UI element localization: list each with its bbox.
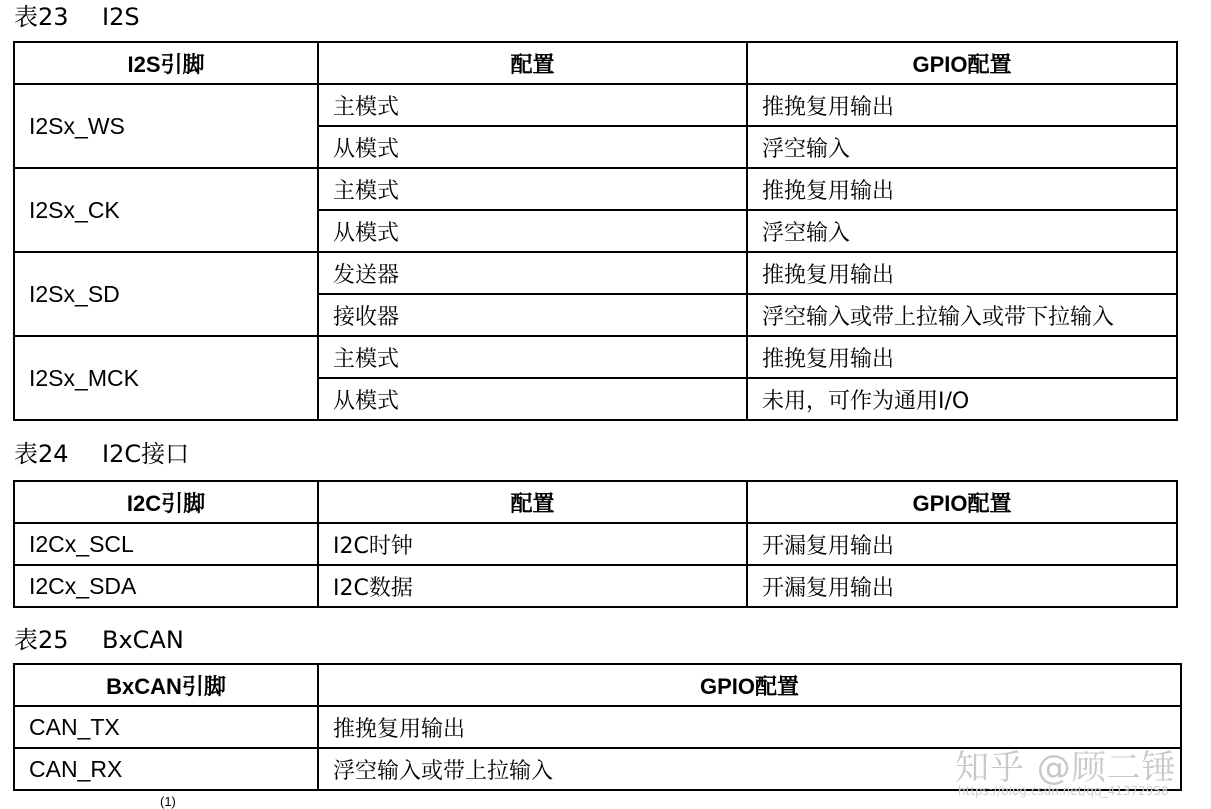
- gpio-cell: 开漏复用输出: [747, 523, 1177, 565]
- pin-cell: I2Cx_SCL: [14, 523, 318, 565]
- table-row: [14, 336, 1177, 378]
- table25-caption: [14, 625, 184, 655]
- table23-i2s: [13, 41, 1178, 421]
- zhihu-watermark: 知乎 @顾二锤: [955, 748, 1177, 788]
- config-cell: 接收器: [318, 294, 747, 336]
- table25-caption-number: 表25: [14, 626, 69, 654]
- config-cell: I2C数据: [318, 565, 747, 607]
- table23-caption-title: I2S: [102, 3, 140, 31]
- gpio-cell: 推挽复用输出: [318, 706, 1181, 748]
- gpio-cell: 浮空输入或带上拉输入: [318, 748, 1181, 790]
- header-pin: I2C引脚: [14, 481, 318, 523]
- header-config: 配置: [318, 481, 747, 523]
- table-row: [14, 523, 1177, 565]
- table-row: [14, 84, 1177, 126]
- pin-cell: CAN_TX: [14, 706, 318, 748]
- config-cell: 从模式: [318, 210, 747, 252]
- gpio-cell: 开漏复用输出: [747, 565, 1177, 607]
- gpio-cell: 推挽复用输出: [747, 336, 1177, 378]
- header-config: 配置: [318, 42, 747, 84]
- gpio-cell: 浮空输入或带上拉输入或带下拉输入: [747, 294, 1177, 336]
- config-cell: 从模式: [318, 126, 747, 168]
- config-cell: 主模式: [318, 336, 747, 378]
- pin-cell: CAN_RX: [14, 748, 318, 790]
- pin-cell: I2Sx_MCK: [14, 336, 318, 420]
- pin-cell: I2Sx_SD: [14, 252, 318, 336]
- table24-i2c: [13, 480, 1178, 608]
- table-header-row: [14, 664, 1181, 706]
- gpio-cell: 推挽复用输出: [747, 252, 1177, 294]
- gpio-cell: 浮空输入: [747, 126, 1177, 168]
- config-cell: 从模式: [318, 378, 747, 420]
- gpio-cell: 推挽复用输出: [747, 168, 1177, 210]
- header-gpio: GPIO配置: [747, 481, 1177, 523]
- header-gpio: GPIO配置: [747, 42, 1177, 84]
- footnote-marker: (1): [160, 794, 176, 809]
- table-header-row: [14, 42, 1177, 84]
- gpio-cell: 浮空输入: [747, 210, 1177, 252]
- pin-cell: I2Sx_CK: [14, 168, 318, 252]
- gpio-cell: 未用，可作为通用I/O: [747, 378, 1177, 420]
- table25-caption-title: BxCAN: [102, 626, 184, 654]
- pin-cell: I2Sx_WS: [14, 84, 318, 168]
- table24-caption-number: 表24: [14, 440, 69, 468]
- table23-caption: [14, 2, 140, 32]
- header-pin: BxCAN引脚: [14, 664, 318, 706]
- config-cell: I2C时钟: [318, 523, 747, 565]
- table-row: [14, 168, 1177, 210]
- table24-caption: [14, 439, 189, 469]
- gpio-cell: 推挽复用输出: [747, 84, 1177, 126]
- table-row: [14, 565, 1177, 607]
- pin-cell: I2Cx_SDA: [14, 565, 318, 607]
- table24-caption-title: I2C接口: [102, 440, 190, 468]
- config-cell: 主模式: [318, 84, 747, 126]
- config-cell: 主模式: [318, 168, 747, 210]
- table23-caption-number: 表23: [14, 3, 69, 31]
- table-header-row: [14, 481, 1177, 523]
- header-pin: I2S引脚: [14, 42, 318, 84]
- table-row: [14, 252, 1177, 294]
- config-cell: 发送器: [318, 252, 747, 294]
- header-gpio: GPIO配置: [318, 664, 1181, 706]
- csdn-url-watermark: https://blog.csdn.net/qq_41372958: [958, 784, 1169, 798]
